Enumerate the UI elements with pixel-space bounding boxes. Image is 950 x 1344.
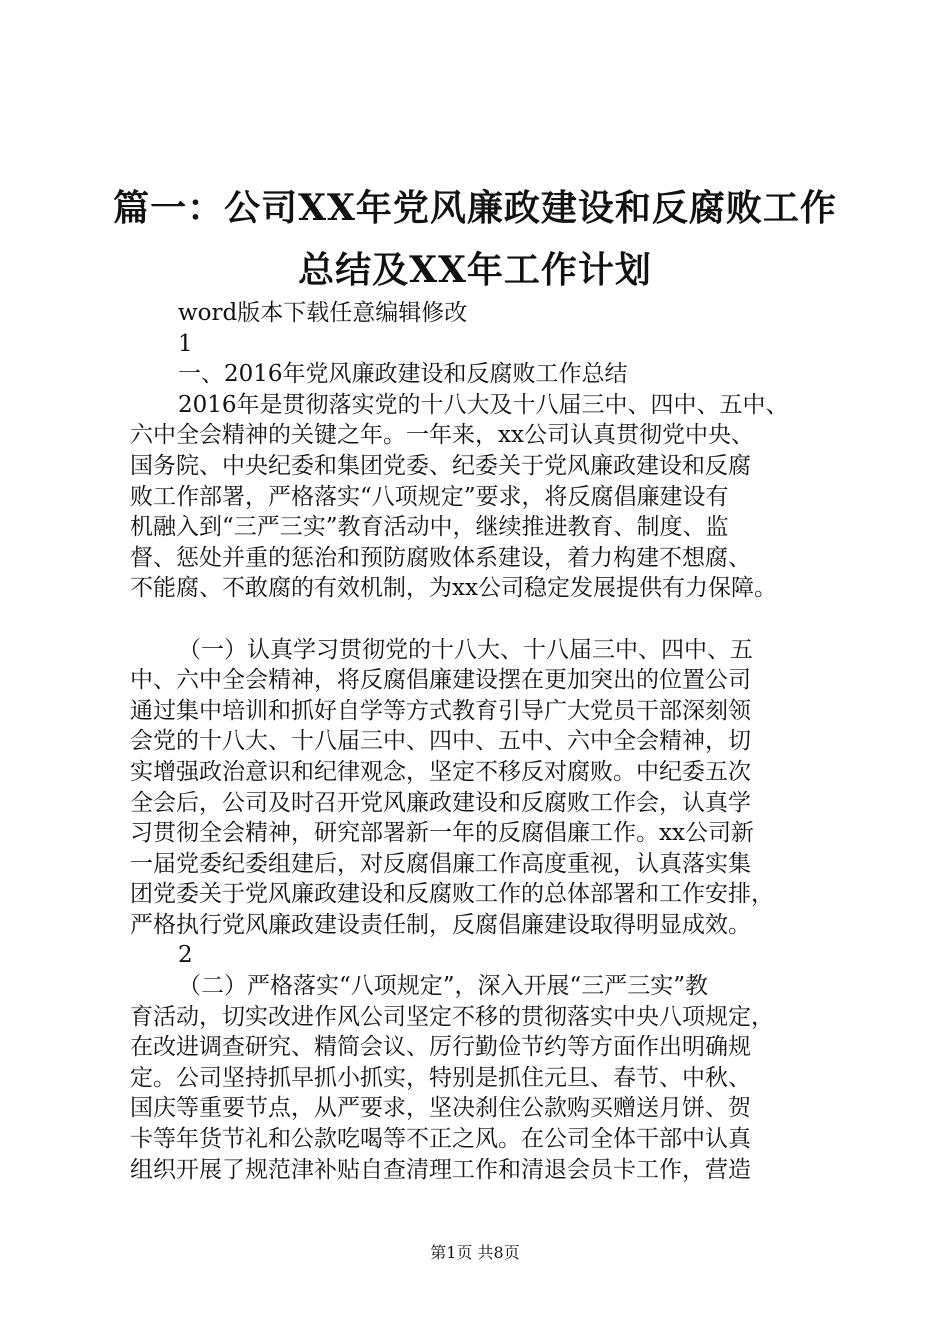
paragraph-line: 习贯彻全会精神，研究部署新一年的反腐倡廉工作。xx公司新 <box>130 820 754 847</box>
paragraph-line: 通过集中培训和抓好自学等方式教育引导广大党员干部深刻领 <box>130 697 751 724</box>
paragraph-gap <box>130 604 830 635</box>
paragraph-line: 督、惩处并重的惩治和预防腐败体系建设，着力构建不想腐、 <box>130 544 751 571</box>
paragraph-line: 卡等年货节礼和公款吃喝等不正之风。在公司全体干部中认真 <box>130 1126 751 1153</box>
page-marker: 1 <box>178 330 193 357</box>
page-footer: 第1页 共8页 <box>430 1243 520 1262</box>
paragraph-line: 国务院、中央纪委和集团党委、纪委关于党风廉政建设和反腐 <box>130 452 751 479</box>
document-title-line-1: 篇一：公司XX年党风廉政建设和反腐败工作 <box>113 187 837 229</box>
page-marker: 2 <box>178 942 193 969</box>
paragraph-line: 一届党委纪委组建后，对反腐倡廉工作高度重视，认真落实集 <box>130 850 751 877</box>
paragraph-line: 2016年是贯彻落实党的十八大及十八届三中、四中、五中、 <box>178 391 789 418</box>
paragraph-line: 机融入到“三严三实”教育活动中，继续推进教育、制度、监 <box>130 514 729 541</box>
paragraph-line: 定。公司坚持抓早抓小抓实，特别是抓住元旦、春节、中秋、 <box>130 1064 751 1091</box>
paragraph-line: （二）严格落实“八项规定”，深入开展“三严三实”教 <box>178 973 709 1000</box>
paragraph-line: 在改进调查研究、精简会议、厉行勤俭节约等方面作出明确规 <box>130 1034 751 1061</box>
paragraph-line: 实增强政治意识和纪律观念，坚定不移反对腐败。中纪委五次 <box>130 758 751 785</box>
paragraph-line: 国庆等重要节点，从严要求，坚决刹住公款购买赠送月饼、贺 <box>130 1095 751 1122</box>
download-note: word版本下载任意编辑修改 <box>178 300 468 326</box>
document-body <box>130 298 830 1185</box>
paragraph-line: 不能腐、不敢腐的有效机制，为xx公司稳定发展提供有力保障。 <box>130 575 777 602</box>
paragraph-line: 团党委关于党风廉政建设和反腐败工作的总体部署和工作安排， <box>130 881 774 908</box>
section-heading: 一、2016年党风廉政建设和反腐败工作总结 <box>178 361 628 388</box>
paragraph-line: 严格执行党风廉政建设责任制，反腐倡廉建设取得明显成效。 <box>130 911 751 938</box>
paragraph-line: 败工作部署，严格落实“八项规定”要求，将反腐倡廉建设有 <box>130 483 729 510</box>
paragraph-line: 会党的十八大、十八届三中、四中、五中、六中全会精神，切 <box>130 728 751 755</box>
document-title-line-2: 总结及XX年工作计划 <box>298 249 652 291</box>
paragraph-line: （一）认真学习贯彻党的十八大、十八届三中、四中、五 <box>178 636 753 663</box>
paragraph-line: 全会后，公司及时召开党风廉政建设和反腐败工作会，认真学 <box>130 789 751 816</box>
paragraph-line: 育活动，切实改进作风公司坚定不移的贯彻落实中央八项规定， <box>130 1003 774 1030</box>
paragraph-line: 六中全会精神的关键之年。一年来，xx公司认真贯彻党中央、 <box>130 422 754 449</box>
paragraph-line: 组织开展了规范津补贴自查清理工作和清退会员卡工作，营造 <box>130 1156 751 1183</box>
paragraph-line: 中、六中全会精神，将反腐倡廉建设摆在更加突出的位置公司 <box>130 667 751 694</box>
